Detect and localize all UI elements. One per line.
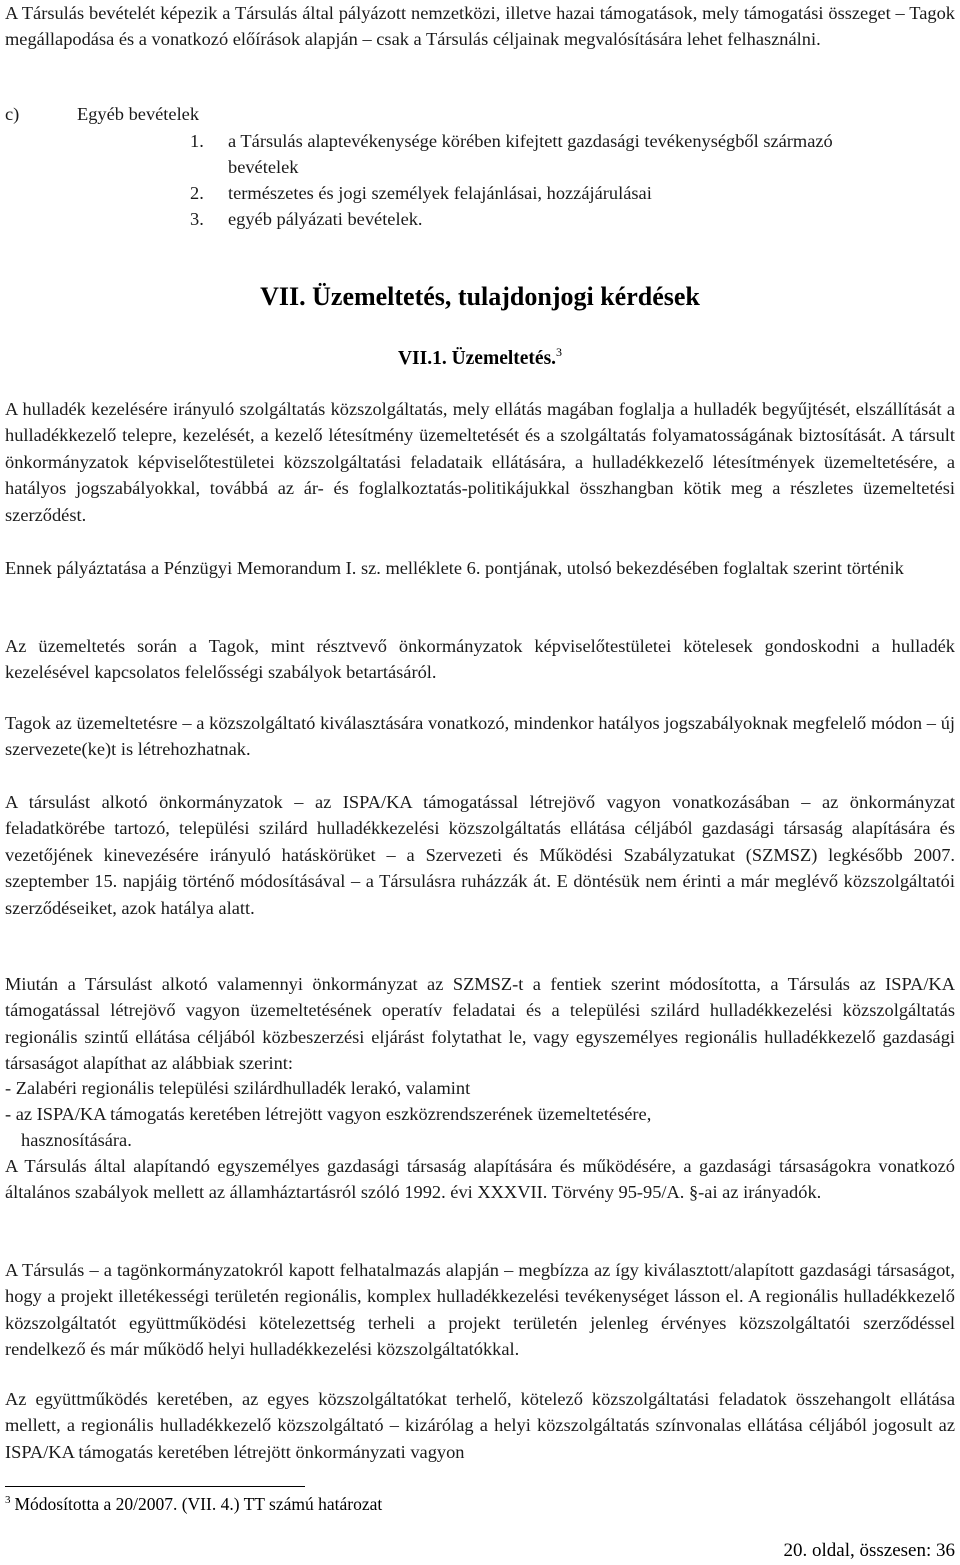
- paragraph: A társulást alkotó önkormányzatok – az ISPA/KA támogatással létrejövő vagyon vonatkozásában – az önkormányzat feladatkörébe tartozó, települési szilárd hulladékkezelési közszolgáltatás ellátása céljából gazdasági társaság alapítására és vezetőjének kinevezésére irányuló hatáskörüket – a Szervezeti és Működési Szabályzatukat (SZMSZ) legkésőbb 2007. szeptember 15. napjáig történő módosításával – a Társulásra ruházzák át. E döntésük nem érinti a már meglévő közszolgáltatói szerződéseiket, azok hatálya alatt.: [5, 792, 955, 918]
- list-item-text: természetes és jogi személyek felajánlásai, hozzájárulásai: [228, 183, 652, 203]
- section-c-title: Egyéb bevételek: [77, 104, 200, 124]
- list-item-text: egyéb pályázati bevételek.: [228, 209, 423, 229]
- footnote: [5, 1494, 382, 1515]
- dash-list-item: - Zalabéri regionális települési szilárdhulladék lerakó, valamint: [5, 1078, 471, 1098]
- footnote-reference: 3: [556, 345, 563, 359]
- list-item-text: a Társulás alaptevékenysége körében kifejtett gazdasági tevékenységből származó: [228, 131, 833, 151]
- paragraph: A hulladék kezelésére irányuló szolgáltatás közszolgáltatás, mely ellátás magában foglalja a hulladék begyűjtését, elszállítását a hulladékkezelő telepre, kezelését, a kezelő létesítmény üzemeltetését és a szolgáltatás folyamatosságának biztosítását. A társult önkormányzatok képviselőtestületei közszolgáltatási feladataik ellátására, a hulladékkezelő létesítmények üzemeltetésére, a hatályos jogszabályokkal, továbbá az ár- és foglalkoztatás-politikájukkal összhangban kötik meg a részletes üzemeltetési szerződést.: [5, 399, 955, 525]
- page-number: 20. oldal, összesen: 36: [783, 1540, 955, 1561]
- paragraph: Tagok az üzemeltetésre – a közszolgáltató kiválasztására vonatkozó, mindenkor hatályos jogszabályoknak megfelelő módon – új szervezete(ke)t is létrehozhatnak.: [5, 713, 955, 760]
- footnote-text: Módosította a 20/2007. (VII. 4.) TT számú határozat: [14, 1494, 383, 1514]
- list-item-number: 3.: [190, 209, 204, 229]
- dash-list-item: - az ISPA/KA támogatás keretében létrejött vagyon eszközrendszerének üzemeltetésére,: [5, 1104, 652, 1124]
- intro-paragraph: A Társulás bevételét képezik a Társulás által pályázott nemzetközi, illetve hazai támogatások, mely támogatási összeget – Tagok megállapodása és a vonatkozó előírások alapján – csak a Társulás céljainak megvalósítására lehet felhasználni.: [5, 3, 955, 50]
- footnote-number: 3: [5, 1494, 11, 1506]
- paragraph: Az együttműködés keretében, az egyes közszolgáltatókat terhelő, kötelező közszolgáltatási feladatok összehangolt ellátása mellett, a regionális hulladékkezelő közszolgáltató – kizárólag a helyi közszolgáltatás színvonalas ellátása céljából jogosult az ISPA/KA támogatás keretében létrejött önkormányzati vagyon: [5, 1389, 955, 1462]
- section-heading: VII. Üzemeltetés, tulajdonjogi kérdések: [260, 282, 700, 311]
- subsection-heading-text: VII.1. Üzemeltetés.: [397, 348, 557, 369]
- dash-list-item-continued: hasznosítására.: [21, 1130, 132, 1150]
- paragraph: Az üzemeltetés során a Tagok, mint résztvevő önkormányzatok képviselőtestületei kötelesek gondoskodni a hulladék kezelésével kapcsolatos felelősségi szabályok betartásáról.: [5, 636, 955, 683]
- paragraph: A Társulás által alapítandó egyszemélyes gazdasági társaság alapítására és működésére, a gazdasági társaságokra vonatkozó általános szabályok mellett az államháztartásról szóló 1992. évi XXXVII. Törvény 95-95/A. §-ai az irányadók.: [5, 1156, 955, 1203]
- paragraph: Ennek pályáztatása a Pénzügyi Memorandum I. sz. melléklete 6. pontjának, utolsó bekezdésében foglaltak szerint történik: [5, 558, 904, 578]
- list-item-text-continued: bevételek: [228, 157, 299, 177]
- paragraph: Miután a Társulást alkotó valamennyi önkormányzat az SZMSZ-t a fentiek szerint módosította, a Társulás az ISPA/KA támogatással létrejövő vagyon üzemeltetésének operatív feladatai és a települési szilárd hulladékkezelési közszolgáltatás regionális szintű ellátása céljából közbeszerzési eljárást folytathat le, vagy egyszemélyes regionális hulladékkezelő gazdasági társaságot alapíthat az alábbiak szerint:: [5, 974, 955, 1074]
- list-item-number: 2.: [190, 183, 204, 203]
- section-c-marker: c): [5, 104, 20, 124]
- footnote-divider: [5, 1486, 305, 1487]
- paragraph: A Társulás – a tagönkormányzatokról kapott felhatalmazás alapján – megbízza az így kiválasztott/alapított gazdasági társaságot, hogy a projekt illetékességi területén regionális, komplex hulladékkezelési tevékenységet lásson el. A regionális hulladékkezelő közszolgáltatót együttműködési kötelezettség terheli a projekt területén jelenleg érvényes közszolgáltatói szerződéssel rendelkező és már működő helyi hulladékkezelési közszolgáltatókkal.: [5, 1260, 955, 1360]
- subsection-heading: [0, 345, 960, 370]
- list-item-number: 1.: [190, 131, 204, 151]
